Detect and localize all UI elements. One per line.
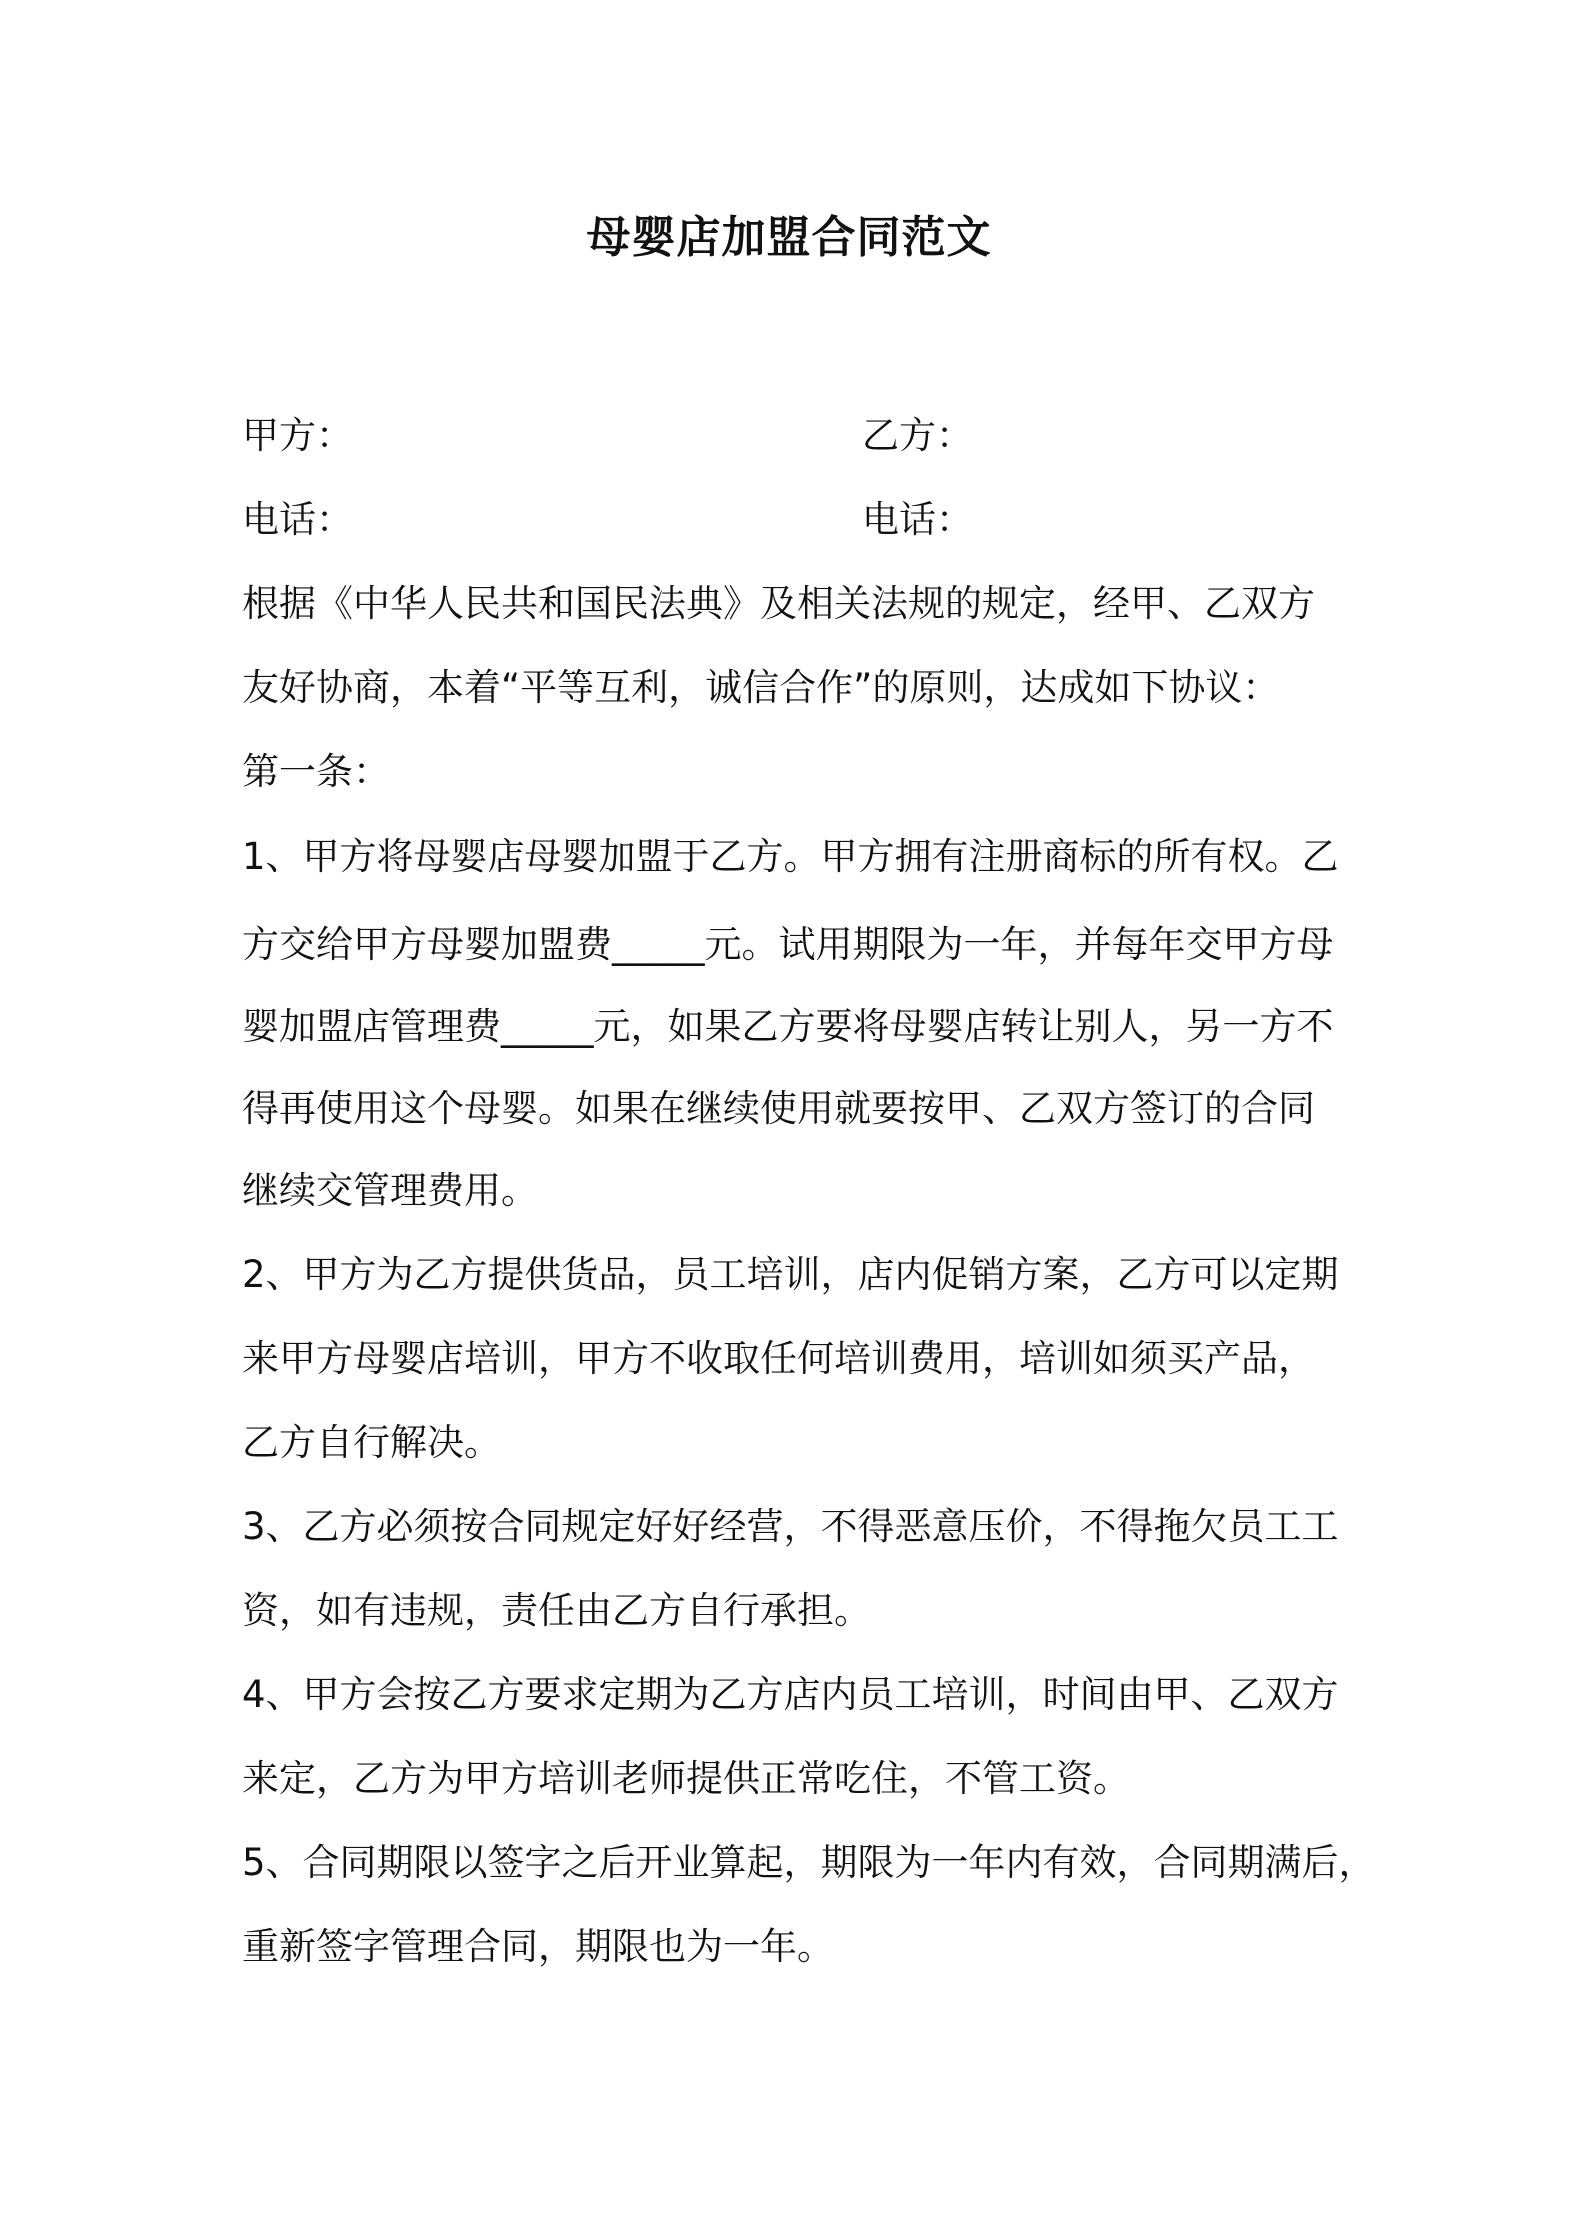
body-line: 资，如有违规，责任由乙方自行承担。 <box>242 1589 871 1632</box>
body-line: 继续交管理费用。 <box>242 1169 538 1212</box>
body-line: 3、乙方必须按合同规定好好经营，不得恶意压价，不得拖欠员工工 <box>242 1505 1339 1548</box>
body-line: 方交给甲方母婴加盟费_____元。试用期限为一年，并每年交甲方母 <box>242 923 1334 966</box>
body-line: 4、甲方会按乙方要求定期为乙方店内员工培训，时间由甲、乙双方 <box>242 1673 1339 1716</box>
body-line: 5、合同期限以签字之后开业算起，期限为一年内有效，合同期满后， <box>242 1841 1376 1884</box>
body-line: 1、甲方将母婴店母婴加盟于乙方。甲方拥有注册商标的所有权。乙 <box>242 835 1339 878</box>
body-line: 乙方自行解决。 <box>242 1421 501 1464</box>
body-line: 重新签字管理合同，期限也为一年。 <box>242 1925 834 1968</box>
body-line: 友好协商，本着“平等互利，诚信合作”的原则，达成如下协议： <box>242 666 1280 709</box>
phone-a-label: 电话： <box>242 498 353 541</box>
body-line: 来定，乙方为甲方培训老师提供正常吃住，不管工资。 <box>242 1757 1130 1800</box>
phone-b-label: 电话： <box>862 498 973 541</box>
party-a-label: 甲方： <box>242 414 353 457</box>
section-heading: 第一条： <box>242 750 390 793</box>
party-b-label: 乙方： <box>862 414 973 457</box>
body-line: 2、甲方为乙方提供货品，员工培训，店内促销方案，乙方可以定期 <box>242 1253 1339 1296</box>
body-line: 根据《中华人民共和国民法典》及相关法规的规定，经甲、乙双方 <box>242 582 1315 625</box>
document-title: 母婴店加盟合同范文 <box>586 212 992 263</box>
body-line: 来甲方母婴店培训，甲方不收取任何培训费用，培训如须买产品， <box>242 1337 1315 1380</box>
body-line: 婴加盟店管理费_____元，如果乙方要将母婴店转让别人，另一方不 <box>242 1005 1334 1048</box>
body-line: 得再使用这个母婴。如果在继续使用就要按甲、乙双方签订的合同 <box>242 1087 1315 1130</box>
